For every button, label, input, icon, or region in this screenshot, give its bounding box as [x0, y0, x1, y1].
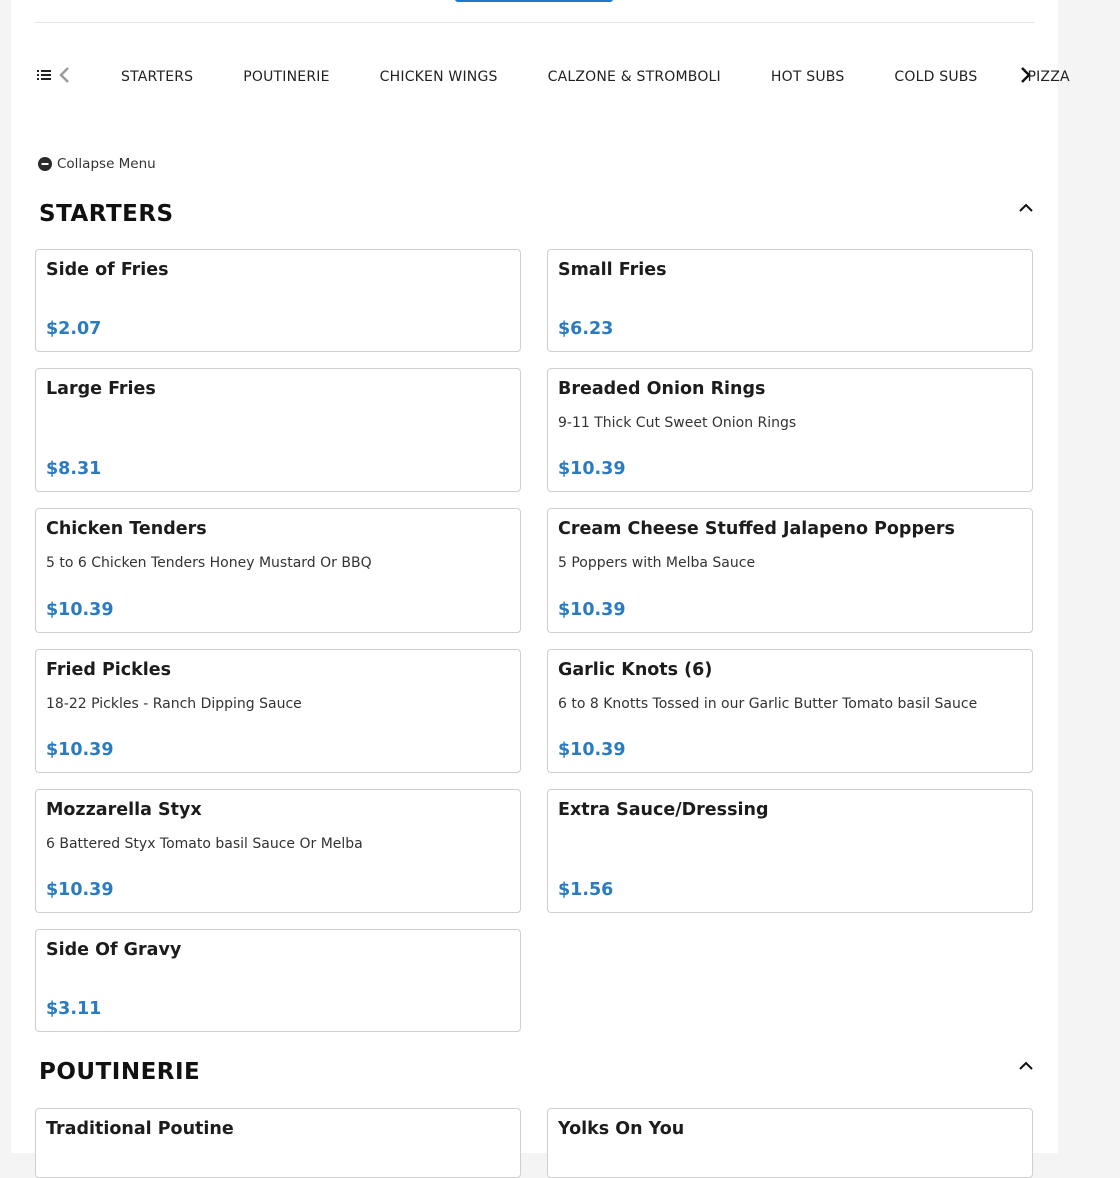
- category-tab-poutinerie[interactable]: POUTINERIE: [243, 69, 330, 85]
- category-tab-pizza[interactable]: PIZZA: [1027, 69, 1070, 85]
- item-price: $10.39: [558, 459, 626, 479]
- section-title-poutinerie: POUTINERIE: [39, 1059, 201, 1085]
- item-price: $6.23: [558, 319, 614, 339]
- menu-item-card[interactable]: [35, 929, 521, 1032]
- category-tab-chicken-wings[interactable]: CHICKEN WINGS: [379, 69, 498, 85]
- item-name: Fried Pickles: [46, 660, 172, 680]
- list-icon[interactable]: [37, 68, 51, 82]
- item-description: 5 Poppers with Melba Sauce: [558, 555, 756, 571]
- menu-page: [11, 0, 1070, 1153]
- menu-item-card[interactable]: [547, 1108, 1033, 1178]
- item-name: Yolks On You: [558, 1119, 685, 1139]
- item-description: 6 to 8 Knotts Tossed in our Garlic Butter Tomato basil Sauce: [558, 696, 978, 712]
- minus-circle-icon: [38, 157, 52, 171]
- item-price: $10.39: [558, 600, 626, 620]
- item-name: Breaded Onion Rings: [558, 379, 766, 399]
- item-price: $10.39: [46, 600, 114, 620]
- chevron-up-icon[interactable]: [1018, 1058, 1034, 1074]
- item-price: $10.39: [46, 880, 114, 900]
- collapse-menu-button[interactable]: [38, 155, 156, 173]
- chevron-left-icon[interactable]: [57, 66, 73, 84]
- item-name: Traditional Poutine: [46, 1119, 234, 1139]
- item-description: 18-22 Pickles - Ranch Dipping Sauce: [46, 696, 302, 712]
- item-name: Garlic Knots (6): [558, 660, 713, 680]
- chevron-right-icon[interactable]: [1016, 66, 1034, 84]
- menu-item-card[interactable]: [547, 368, 1033, 492]
- menu-item-card[interactable]: [547, 649, 1033, 773]
- item-price: $10.39: [558, 740, 626, 760]
- menu-item-card[interactable]: [547, 508, 1033, 633]
- menu-item-card[interactable]: [35, 249, 521, 352]
- item-name: Mozzarella Styx: [46, 800, 202, 820]
- item-price: $8.31: [46, 459, 102, 479]
- category-track: [121, 52, 1070, 102]
- collapse-menu-label: Collapse Menu: [57, 156, 156, 172]
- menu-item-card[interactable]: [547, 789, 1033, 913]
- item-name: Cream Cheese Stuffed Jalapeno Poppers: [558, 519, 955, 539]
- item-price: $2.07: [46, 319, 102, 339]
- menu-item-card[interactable]: [35, 789, 521, 913]
- section-title-starters: STARTERS: [39, 201, 174, 227]
- category-tab-cold-subs[interactable]: COLD SUBS: [894, 69, 978, 85]
- item-description: 9-11 Thick Cut Sweet Onion Rings: [558, 415, 797, 431]
- item-name: Extra Sauce/Dressing: [558, 800, 769, 820]
- item-description: 5 to 6 Chicken Tenders Honey Mustard Or BBQ: [46, 555, 372, 571]
- item-description: 6 Battered Styx Tomato basil Sauce Or Melba: [46, 836, 363, 852]
- category-tab-calzone-stromboli[interactable]: CALZONE & STROMBOLI: [547, 69, 721, 85]
- menu-item-card[interactable]: [35, 1108, 521, 1178]
- item-price: $1.56: [558, 880, 614, 900]
- category-tab-starters[interactable]: STARTERS: [121, 69, 194, 85]
- item-name: Side of Fries: [46, 260, 169, 280]
- menu-item-card[interactable]: [35, 649, 521, 773]
- item-name: Side Of Gravy: [46, 940, 182, 960]
- category-tab-hot-subs[interactable]: HOT SUBS: [770, 69, 845, 85]
- menu-item-card[interactable]: [35, 368, 521, 492]
- top-divider: [35, 0, 1034, 23]
- top-action-button[interactable]: [455, 0, 613, 2]
- chevron-up-icon[interactable]: [1018, 200, 1034, 216]
- item-name: Chicken Tenders: [46, 519, 207, 539]
- item-price: $10.39: [46, 740, 114, 760]
- menu-item-card[interactable]: [35, 508, 521, 633]
- menu-item-card[interactable]: [547, 249, 1033, 352]
- item-name: Large Fries: [46, 379, 156, 399]
- category-nav: [35, 52, 1070, 102]
- item-name: Small Fries: [558, 260, 667, 280]
- item-price: $3.11: [46, 999, 102, 1019]
